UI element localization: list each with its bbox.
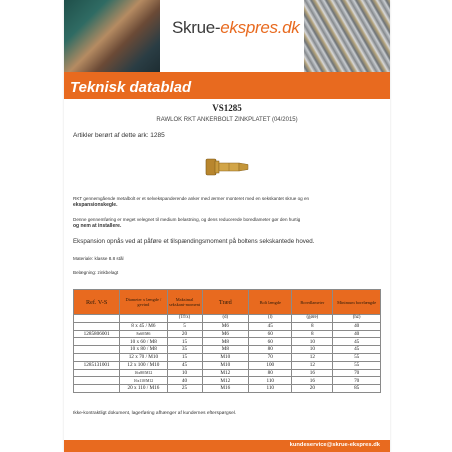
table-cell: 16 <box>292 377 333 385</box>
table-cell: (l) <box>249 315 292 323</box>
table-cell: 8 x 45 / M6 <box>120 322 167 330</box>
table-cell: 8 <box>292 330 333 338</box>
disclaimer-note: Ikke-kontraktligt dokument, lagerføring afhænger af kundernes efterspørgsel. <box>73 411 237 416</box>
table-cell: 12 x 100 / M10 <box>120 361 167 369</box>
table-cell: 45 <box>167 361 202 369</box>
table-cell: 5 <box>167 322 202 330</box>
table-cell: 55 <box>333 353 381 361</box>
table-cell: 12 <box>292 361 333 369</box>
col-header: Diameter x længde / gevind <box>120 290 167 315</box>
table-cell: 20 x 110 / M16 <box>120 385 167 393</box>
table-row <box>74 385 381 393</box>
table-row <box>74 353 381 361</box>
table-cell: M6 <box>202 322 249 330</box>
table-cell <box>74 338 120 346</box>
table-cell: 55 <box>333 361 381 369</box>
material-text: Materiale: klasse 8.8 stål <box>73 256 124 261</box>
table-cell: 15 <box>167 338 202 346</box>
table-cell <box>74 346 120 354</box>
table-cell: 45 <box>249 322 292 330</box>
product-subtitle: RAWLOK RKT ANKERBOLT ZINKPLATET (04/2015) <box>156 117 298 123</box>
col-header: Bolt længde <box>249 290 292 315</box>
description-paragraph-1: RKT gennemgående metalbolt er et selvekspanderende anker med ærmer monteret med en sekskantet skrue og en ekspansionskegle. <box>73 196 310 209</box>
col-header: Træd <box>202 290 249 315</box>
table-cell: M12 <box>202 369 249 377</box>
table-cell: (Tf/x) <box>167 315 202 323</box>
table-row <box>74 338 381 346</box>
table-row <box>74 361 381 369</box>
table-cell: M8 <box>202 346 249 354</box>
table-cell: 40 <box>333 322 381 330</box>
table-row <box>74 369 381 377</box>
footer-bar <box>64 440 390 452</box>
table-cell: 16x80/M12 <box>120 369 167 377</box>
table-cell: 70 <box>249 353 292 361</box>
table-cell: 80 <box>249 369 292 377</box>
table-cell: 80 <box>249 346 292 354</box>
anchor-bolt-image <box>203 150 253 186</box>
product-code: VS1285 <box>212 103 242 113</box>
table-units-row <box>74 315 381 323</box>
table-row <box>74 322 381 330</box>
table-cell: 10 x 60 / M8 <box>120 338 167 346</box>
brand-logo: Skrue-ekspres.dk <box>172 18 300 37</box>
table-cell: 60 <box>249 338 292 346</box>
table-cell: 15 <box>167 353 202 361</box>
col-header: Ref. V-S <box>74 290 120 315</box>
table-cell: 10 <box>292 338 333 346</box>
table-cell <box>74 369 120 377</box>
table-cell: M10 <box>202 353 249 361</box>
banner-title: Teknisk datablad <box>70 79 192 96</box>
table-cell: M8 <box>202 338 249 346</box>
table-row <box>74 346 381 354</box>
table-cell: (gøre) <box>292 315 333 323</box>
col-header: Boredlameter <box>292 290 333 315</box>
header-logo-area <box>160 0 304 76</box>
table-cell: 25 <box>167 385 202 393</box>
table-cell: 10 x 80 / M8 <box>120 346 167 354</box>
table-cell: 12 x 70 / M10 <box>120 353 167 361</box>
table-cell: 85 <box>333 385 381 393</box>
table-cell: 10 <box>292 346 333 354</box>
table-cell: 70 <box>333 377 381 385</box>
table-cell <box>74 315 120 323</box>
table-cell <box>74 385 120 393</box>
table-cell: 100 <box>249 361 292 369</box>
datasheet-page <box>64 0 390 452</box>
description-paragraph-2: Denne gennemføring er meget velegnet til medium belastning, og dens reducerede boredlameter gør den hurtig og nem at installere. <box>73 217 301 230</box>
table-cell: (hz) <box>333 315 381 323</box>
table-cell: 20 <box>292 385 333 393</box>
title-banner <box>64 77 390 99</box>
table-cell: 16 <box>292 369 333 377</box>
spec-table <box>73 289 381 393</box>
table-cell: 110 <box>249 377 292 385</box>
table-cell <box>74 322 120 330</box>
table-cell: 8 <box>292 322 333 330</box>
table-cell: 1285131001 <box>74 361 120 369</box>
table-row <box>74 330 381 338</box>
table-cell: 8x60/M6 <box>120 330 167 338</box>
table-cell: 10 <box>167 369 202 377</box>
col-header: Maksimal sekskant-moment <box>167 290 202 315</box>
table-header-row <box>74 290 381 315</box>
table-cell: 12 <box>292 353 333 361</box>
table-cell: 110 <box>249 385 292 393</box>
table-cell: (d) <box>202 315 249 323</box>
table-cell: 40 <box>167 377 202 385</box>
table-cell: 40 <box>333 330 381 338</box>
header-photo-tools <box>64 0 160 76</box>
table-cell: M10 <box>202 361 249 369</box>
table-cell <box>74 353 120 361</box>
table-cell <box>74 377 120 385</box>
table-cell: 70 <box>333 369 381 377</box>
header-photo-screws <box>304 0 390 76</box>
expansion-text: Ekspansion opnås ved at påføre et tilspændingsmoment på boltens sekskantede hoved. <box>73 238 315 245</box>
table-cell: M12 <box>202 377 249 385</box>
coating-text: Belægning: zinkbelagt <box>73 270 119 275</box>
table-cell: 16x110/M12 <box>120 377 167 385</box>
customer-service-email[interactable]: kundeservice@skrue-ekspres.dk <box>289 442 380 448</box>
table-cell: 35 <box>167 346 202 354</box>
table-cell: 20 <box>167 330 202 338</box>
table-cell: 1285806001 <box>74 330 120 338</box>
table-cell: 45 <box>333 346 381 354</box>
table-cell <box>120 315 167 323</box>
table-row <box>74 377 381 385</box>
table-cell: 60 <box>249 330 292 338</box>
table-cell: M16 <box>202 385 249 393</box>
affected-articles: Artikler berørt af dette ark: 1285 <box>73 132 165 139</box>
table-cell: 45 <box>333 338 381 346</box>
table-cell: M6 <box>202 330 249 338</box>
col-header: Minimum borelængde <box>333 290 381 315</box>
